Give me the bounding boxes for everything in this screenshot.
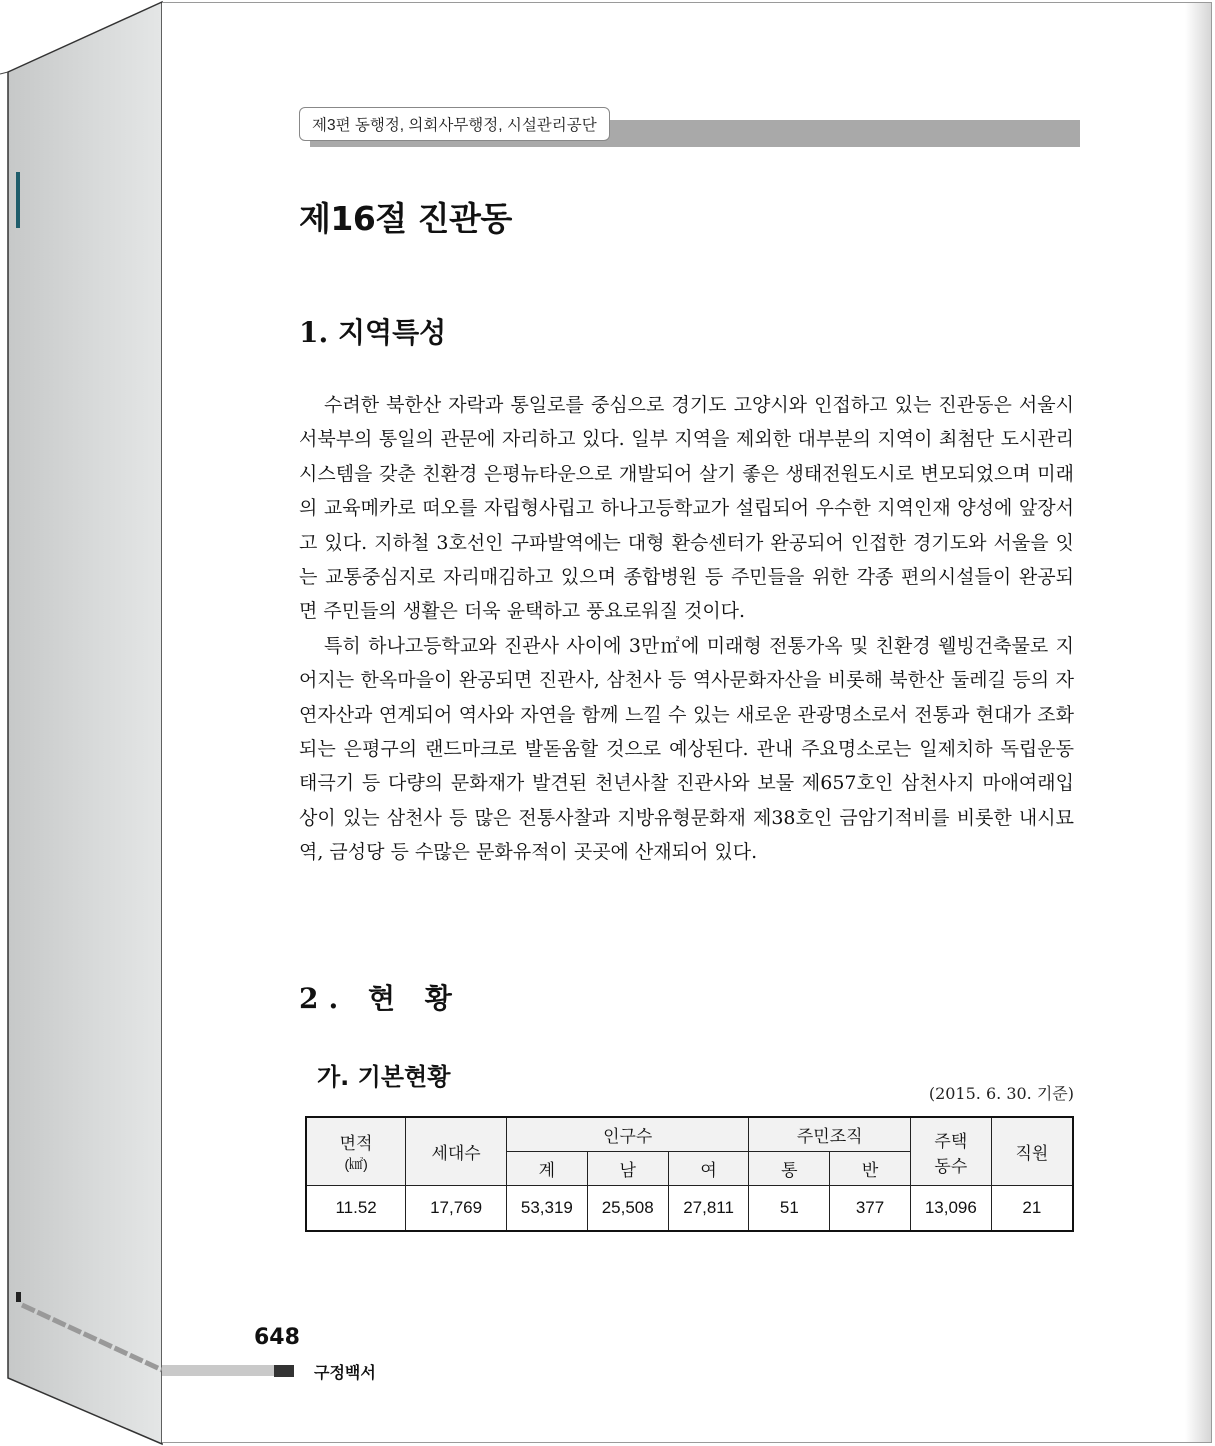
header-population: 인구수 [506, 1117, 749, 1152]
page-edge-shadow [1185, 3, 1211, 1442]
table-header-row [306, 1117, 1073, 1152]
heading-current-status: 2. 현 황 [299, 982, 462, 1015]
header-pop-female: 여 [668, 1152, 749, 1186]
header-area-unit: (㎢) [344, 1156, 368, 1172]
cell-pop-total: 53,319 [506, 1186, 587, 1232]
body-text [299, 388, 1074, 870]
header-housing-line1: 주택 [934, 1131, 968, 1151]
book-title: 구정백서 [314, 1363, 376, 1382]
cell-households: 17,769 [406, 1186, 507, 1232]
cell-pop-male: 25,508 [587, 1186, 668, 1232]
footer-bar [162, 1365, 292, 1376]
page-number: 648 [254, 1325, 300, 1350]
book-spine [0, 0, 170, 1446]
header-housing [910, 1117, 991, 1186]
header-resident-org: 주민조직 [749, 1117, 910, 1152]
header-area-label: 면적 [339, 1134, 373, 1153]
cell-tong: 51 [749, 1186, 830, 1232]
section-title: 제16절 진관동 [299, 199, 512, 238]
table-as-of-date: (2015. 6. 30. 기준) [928, 1084, 1074, 1103]
header-area [306, 1117, 406, 1186]
chapter-header-tab [299, 107, 610, 141]
table-row [306, 1186, 1073, 1232]
paragraph-2: 특히 하나고등학교와 진관사 사이에 3만㎡에 미래형 전통가옥 및 친환경 웰빙건축물로 지어지는 한옥마을이 완공되면 진관사, 삼천사 등 역사문화자산을 비롯해 북한산 둘레길 등의 자연자산과 연계되어 역사와 자연을 함께 느낄 수 있는 새로운 관광명소로서 전통과 현대가 조화되는 은평구의 랜드마크로 발돋움할 것으로 예상된다. 관내 주요명소로는 일제치하 독립운동 태극기 등 다량의 문화재가 발견된 천년사찰 진관사와 보물 제657호인 삼천사지 마애여래입상이 있는 삼천사 등 많은 전통사찰과 지방유형문화재 제38호인 금암기적비를 비롯한 내시묘역, 금성당 등 수많은 문화유적이 곳곳에 산재되어 있다. [299, 634, 1074, 864]
cell-housing: 13,096 [910, 1186, 991, 1232]
header-households: 세대수 [406, 1117, 507, 1186]
subheading-basic-status: 가. 기본현황 [317, 1063, 451, 1091]
basic-status-table [305, 1116, 1074, 1232]
paragraph-1: 수려한 북한산 자락과 통일로를 중심으로 경기도 고양시와 인접하고 있는 진관동은 서울시 서북부의 통일의 관문에 자리하고 있다. 일부 지역을 제외한 대부분의 지역이 최첨단 도시관리시스템을 갖춘 친환경 은평뉴타운으로 개발되어 살기 좋은 생태전원도시로 변모되었으며 미래의 교육메카로 떠오를 자립형사립고 하나고등학교가 설립되어 우수한 지역인재 양성에 앞장서고 있다. 지하철 3호선인 구파발역에는 대형 환승센터가 완공되어 인접한 경기도와 서울을 잇는 교통중심지로 자리매김하고 있으며 종합병원 등 주민들을 위한 각종 편의시설들이 완공되면 주민들의 생활은 더욱 윤택하고 풍요로워질 것이다. [299, 394, 1074, 623]
cell-staff: 21 [991, 1186, 1073, 1232]
cell-pop-female: 27,811 [668, 1186, 749, 1232]
document-page [162, 2, 1212, 1443]
header-pop-total: 계 [506, 1152, 587, 1186]
cell-area: 11.52 [306, 1186, 406, 1232]
header-tong: 통 [749, 1152, 830, 1186]
cell-ban: 377 [830, 1186, 911, 1232]
spine-mark [16, 172, 20, 228]
header-staff: 직원 [991, 1117, 1073, 1186]
chapter-header-label: 제3편 동행정, 의회사무행정, 시설관리공단 [312, 117, 597, 134]
header-pop-male: 남 [587, 1152, 668, 1186]
heading-regional-characteristics: 1. 지역특성 [299, 316, 447, 349]
footer-marker [274, 1365, 294, 1377]
header-ban: 반 [830, 1152, 911, 1186]
header-housing-line2: 동수 [934, 1156, 968, 1176]
